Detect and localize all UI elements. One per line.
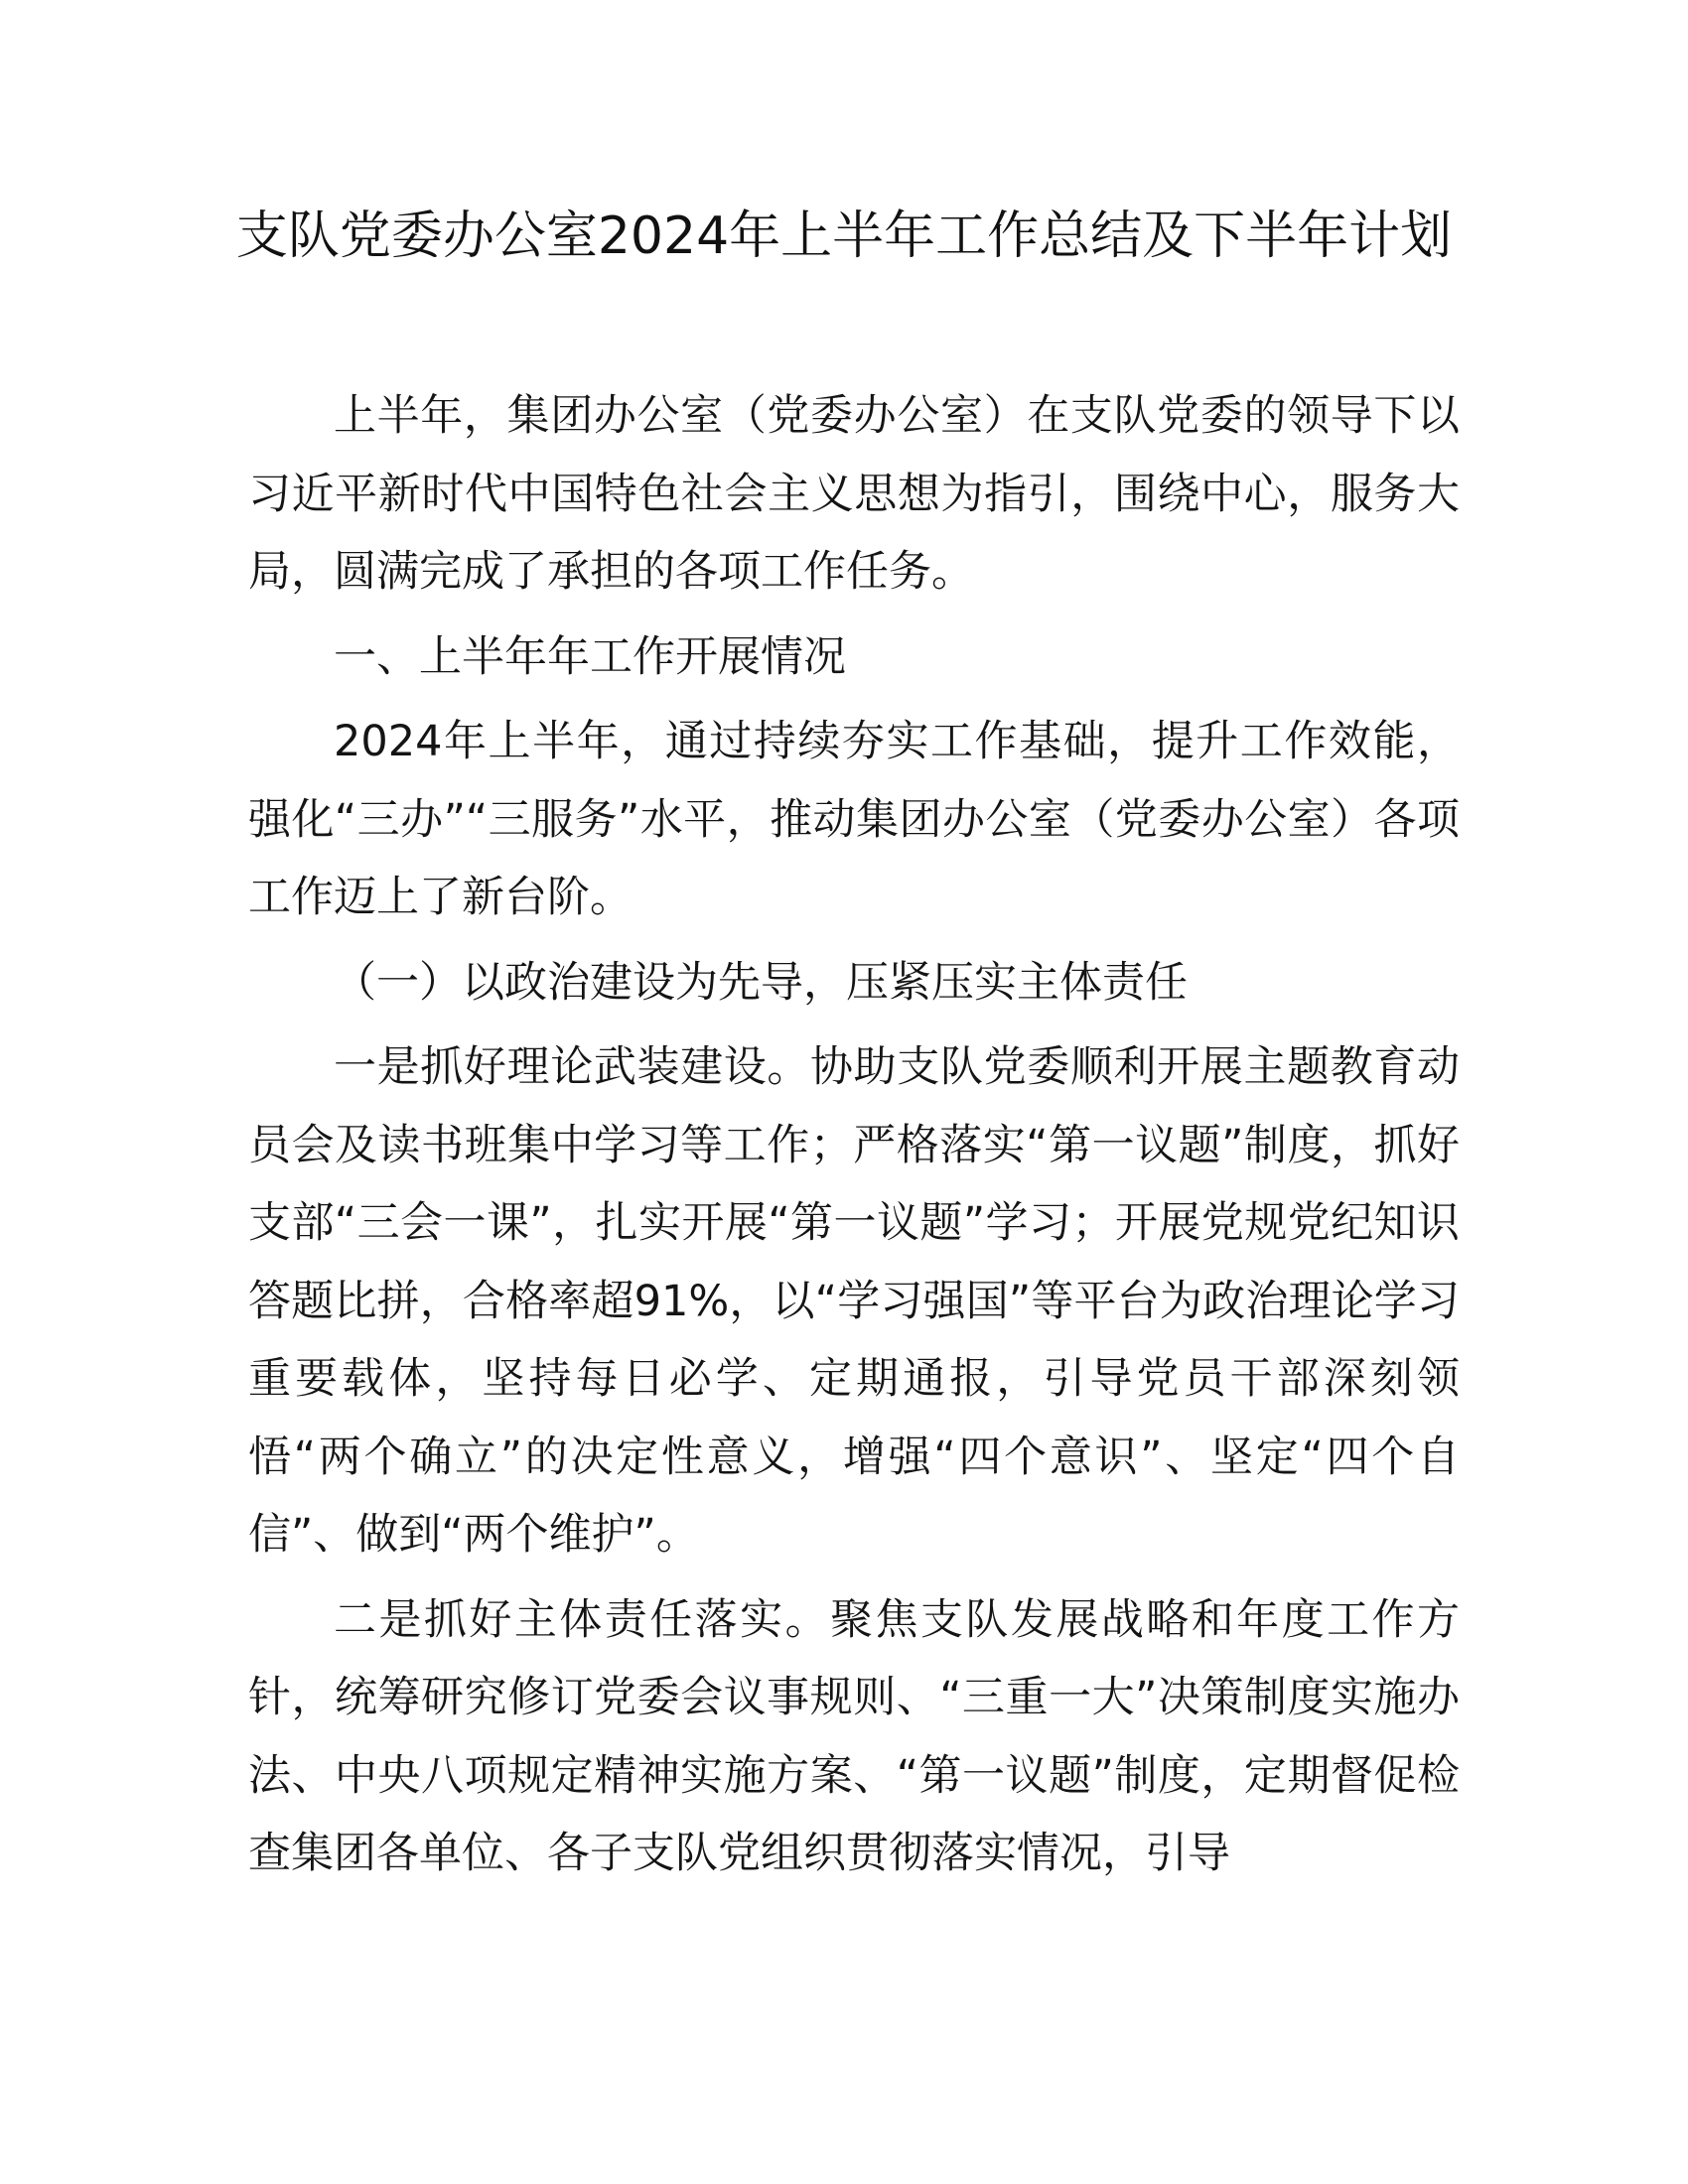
document-body: [248, 377, 1460, 1900]
document-title: 支队党委办公室2024年上半年工作总结及下半年计划: [235, 206, 1453, 266]
subsection-heading-1: （一）以政治建设为先导，压紧压实主体责任: [334, 957, 1188, 1008]
section-heading-1: 一、上半年年工作开展情况: [334, 631, 846, 682]
paragraph-responsibility: 二是抓好主体责任落实。聚焦支队发展战略和年度工作方针，统筹研究修订党委会议事规则、“三重一大”决策制度实施办法、中央八项规定精神实施方案、“第一议题”制度，定期督促检查集团各单位、各子支队党组织贯彻落实情况，引导: [248, 1594, 1460, 1878]
paragraph-overview: 2024年上半年，通过持续夯实工作基础，提升工作效能，强化“三办”“三服务”水平，推动集团办公室（党委办公室）各项工作迈上了新台阶。: [248, 717, 1460, 922]
paragraph-theory: 一是抓好理论武装建设。协助支队党委顺利开展主题教育动员会及读书班集中学习等工作；严格落实“第一议题”制度，抓好支部“三会一课”，扎实开展“第一议题”学习；开展党规党纪知识答题比拼，合格率超91%，以“学习强国”等平台为政治理论学习重要载体，坚持每日必学、定期通报，引导党员干部深刻领悟“两个确立”的决定性意义，增强“四个意识”、坚定“四个自信”、做到“两个维护”。: [248, 1042, 1460, 1560]
paragraph-intro: 上半年，集团办公室（党委办公室）在支队党委的领导下以习近平新时代中国特色社会主义思想为指引，围绕中心，服务大局，圆满完成了承担的各项工作任务。: [248, 391, 1460, 597]
